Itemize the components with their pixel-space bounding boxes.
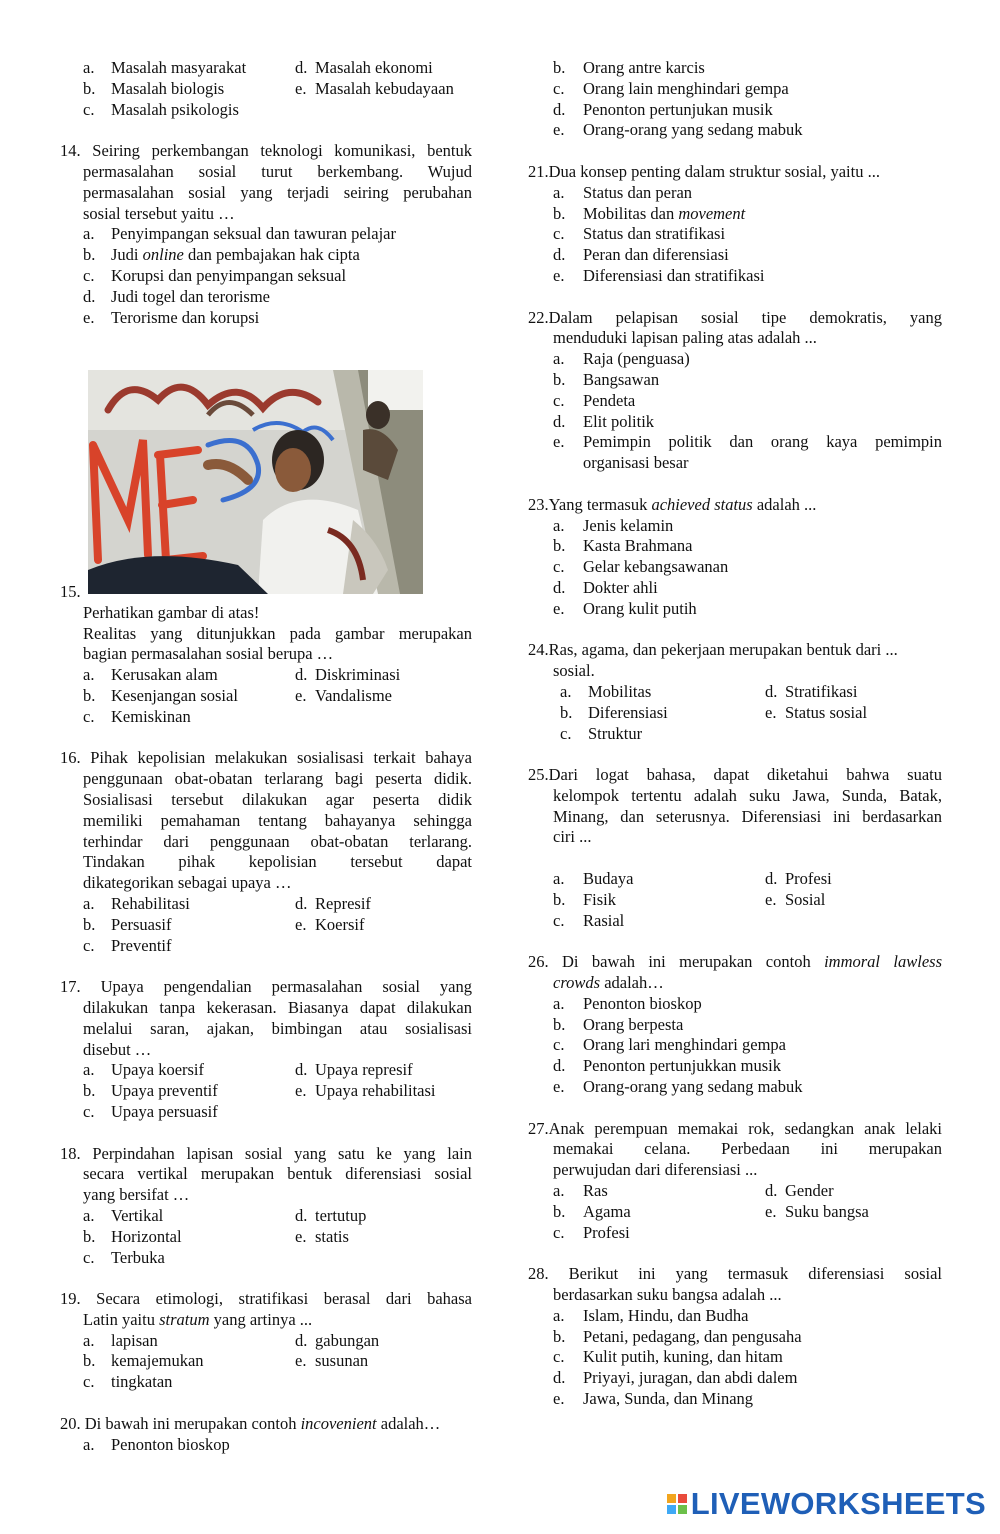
q16-text-line: dikategorikan sebagai upaya … [83, 873, 292, 893]
q26-option-b[interactable]: Orang berpesta [583, 1014, 684, 1034]
q19-option-e[interactable]: susunan [315, 1351, 369, 1371]
q23-text-line: 23.Yang termasuk achieved status adalah ... [528, 494, 817, 514]
q22-option-a[interactable]: Raja (penguasa) [583, 349, 690, 369]
q18-text-line: yang bersifat … [83, 1185, 190, 1205]
q28-text-line: 28. Berikut ini yang termasuk diferensiasi sosial [528, 1264, 942, 1284]
q13-option-a[interactable]: Masalah masyarakat [111, 58, 247, 77]
question-21: 21.Dua konsep penting dalam struktur sosial, yaitu ... a. Status dan peran b. Mobilitas dan movement c. Status dan stratifikasi d. Peran dan diferensiasi e. Diferensiasi dan stratifikasi [528, 162, 942, 287]
question-20: 20. Di bawah ini merupakan contoh incovenient adalah… a. Penonton bioskop [60, 1414, 472, 1456]
q14-option-b[interactable]: Judi online dan pembajakan hak cipta [111, 245, 360, 265]
q18-option-a[interactable]: Vertikal [111, 1205, 164, 1225]
q19-option-b[interactable]: kemajemukan [111, 1351, 204, 1371]
q22-text-line: menduduki lapisan paling atas adalah ... [553, 328, 817, 348]
q15-text-line: bagian permasalahan sosial berupa … [83, 644, 334, 664]
q26-option-e[interactable]: Orang-orang yang sedang mabuk [583, 1077, 803, 1097]
q25-option-b[interactable]: Fisik [583, 889, 617, 909]
q19-option-c[interactable]: tingkatan [111, 1372, 173, 1392]
q27-text-line: memakai celana. Perbedaan ini merupakan [553, 1139, 942, 1159]
q13-option-d[interactable]: Masalah ekonomi [315, 58, 433, 77]
q23-option-e[interactable]: Orang kulit putih [583, 598, 697, 618]
q26-text-line: 26. Di bawah ini merupakan contoh immoral lawless [528, 952, 942, 972]
graffiti-photo [88, 370, 423, 594]
q25-text-line: Minang, dan seterusnya. Diferensiasi ini berdasarkan [553, 806, 942, 826]
q24-option-a[interactable]: Mobilitas [588, 681, 652, 701]
q22-option-c[interactable]: Pendeta [583, 390, 636, 410]
q16-text-line: Tindakan pihak kepolisian tersebut dapat [83, 852, 472, 872]
q20-option-b[interactable]: Orang antre karcis [583, 58, 705, 77]
q17-option-c[interactable]: Upaya persuasif [111, 1101, 218, 1121]
question-19: 19. Secara etimologi, stratifikasi berasal dari bahasa Latin yaitu stratum yang artinya ... a. lapisan d. gabungan b. kemajemukan e. susunan c. tingkatan [60, 1289, 472, 1392]
q17-option-d[interactable]: Upaya represif [315, 1060, 413, 1080]
q15-text-line: Perhatikan gambar di atas! [83, 602, 260, 622]
q13-option-b[interactable]: Masalah biologis [111, 78, 225, 98]
q28-text-line: berdasarkan suku bangsa adalah ... [553, 1285, 782, 1305]
q21-text-line: 21.Dua konsep penting dalam struktur sosial, yaitu ... [528, 161, 880, 181]
q24-text-line: sosial. [553, 661, 595, 681]
q20-text-line: 20. Di bawah ini merupakan contoh incovenient adalah… [60, 1413, 441, 1433]
q25-option-a[interactable]: Budaya [583, 869, 634, 889]
q16-text-line: penggunaan obat-obatan terlarang bagi peserta didik. [83, 769, 472, 789]
q20-option-d[interactable]: Penonton pertunjukan musik [583, 99, 773, 119]
question-13-options: a. Masalah masyarakat d. Masalah ekonomi b. Masalah biologis e. Masalah kebudayaan c. Masalah psikologis [83, 58, 454, 119]
q17-text-line: dilakukan tanpa kekerasan. Biasanya dapat dilakukan [83, 997, 472, 1017]
q20-option-e[interactable]: Orang-orang yang sedang mabuk [583, 120, 803, 140]
q18-text-line: 18. Perpindahan lapisan sosial yang satu ke yang lain [60, 1143, 472, 1163]
question-14: 14. Seiring perkembangan teknologi komunikasi, bentuk permasalahan sosial turut berkembang. Wujud permasalahan sosial yang terjadi seiring perubahan sosial tersebut yaitu … a. Penyimpangan seksual dan tawuran pelajar b. Judi online dan pembajakan hak cipta c. Korupsi dan penyimpangan seksual d. Judi togel dan terorisme e. Terorisme dan korupsi [60, 141, 472, 327]
q13-option-e[interactable]: Masalah kebudayaan [315, 78, 454, 98]
question-18: 18. Perpindahan lapisan sosial yang satu ke yang lain secara vertikal merupakan bentuk diferensiasi sosial yang bersifat … a. Vertikal d. tertutup b. Horizontal e. statis c. Terbuka [60, 1143, 472, 1267]
q27-text-line: 27.Anak perempuan memakai rok, sedangkan anak lelaki [528, 1118, 942, 1138]
q23-option-b[interactable]: Kasta Brahmana [583, 536, 693, 556]
q27-option-e[interactable]: Suku bangsa [785, 1201, 869, 1221]
q21-option-e[interactable]: Diferensiasi dan stratifikasi [583, 265, 765, 285]
q14-option-a[interactable]: Penyimpangan seksual dan tawuran pelajar [111, 224, 396, 244]
q13-option-c[interactable]: Masalah psikologis [111, 99, 239, 119]
q26-option-d[interactable]: Penonton pertunjukkan musik [583, 1056, 781, 1076]
q18-text-line: secara vertikal merupakan bentuk diferensiasi sosial [83, 1164, 472, 1184]
q25-option-e[interactable]: Sosial [785, 889, 826, 909]
question-27: 27.Anak perempuan memakai rok, sedangkan anak lelaki memakai celana. Perbedaan ini merupakan perwujudan dari diferensiasi ... a. Ras d. Gender b. Agama e. Suku bangsa c. Profesi [528, 1118, 942, 1242]
q24-text-line: 24.Ras, agama, dan pekerjaan merupakan bentuk dari ... [528, 640, 898, 660]
q22-option-d[interactable]: Elit politik [583, 411, 655, 431]
q21-option-a[interactable]: Status dan peran [583, 182, 693, 202]
q28-option-d[interactable]: Priyayi, juragan, dan abdi dalem [583, 1368, 798, 1388]
q18-option-d[interactable]: tertutup [315, 1205, 367, 1225]
q14-text-line: sosial tersebut yaitu … [83, 203, 235, 223]
q16-text-line: Sosialisasi tersebut dilakukan agar peserta didik [83, 789, 472, 809]
question-22: 22.Dalam pelapisan sosial tipe demokratis, yang menduduki lapisan paling atas adalah ... a. Raja (penguasa) b. Bangsawan c. Pendeta d. Elit politik e. Pemimpin politik dan orang kaya pemimpin organisasi besar [528, 307, 942, 473]
q22-option-e[interactable]: Pemimpin politik dan orang kaya pemimpin organisasi besar [583, 432, 942, 473]
q25-option-c[interactable]: Rasial [583, 910, 625, 930]
q17-text-line: melalui saran, ajakan, bimbingan atau sosialisasi [83, 1018, 472, 1038]
q16-text-line: terhindar dari penggunaan obat-obatan terlarang. [83, 831, 472, 851]
q14-option-c[interactable]: Korupsi dan penyimpangan seksual [111, 265, 347, 285]
q16-option-e[interactable]: Koersif [315, 914, 365, 934]
question-15: 15. Perhatikan gambar di atas! Realitas yang ditunjukkan pada gambar merupakan bagian permasalahan sosial berupa … a. Kerusakan alam d. Diskriminasi b. Kesenjangan sosial e. Vandalisme c. Kemiskinan 16. Pihak kepolisian melakukan sosialisasi terkait bahaya penggunaan obat-obatan terlarang bagi peserta didik. Sosialisasi tersebut dilakukan agar peserta didik memiliki pemahaman tentang bahayanya sehingga terhindar dari penggunaan obat-obatan terlarang. Tindakan pihak kepolisian tersebut dapat dikategorikan sebagai upaya … a. Rehabilitasi d. Represif b. Persuasif e. Koersif c. Preventif 17. Upaya pengendalian permasalahan sosial yang dilakukan tanpa kekerasan. Biasanya dapat dilakukan melalui saran, ajakan, bimbingan atau sosialisasi disebut … a. Upaya koersif d. Upaya represif b. Upaya preventif e. Upaya rehabilitasi c. Upaya persuasif 18. Perpindahan lapisan sosial yang satu ke yang lain secara vertikal merupakan bentuk diferensiasi sosial yang bersifat … a. Vertikal d. tertutup b. Horizontal e. statis c. Terbuka 19. Secara etimologi, stratifikasi berasal dari bahasa Latin yaitu stratum yang artinya ... a. lapisan d. gabungan b. kemajemukan e. susunan c. tingkatan 20. Di bawah ini merupakan contoh incovenient adalah… a. Penonton bioskop [60, 582, 472, 1454]
q23-option-c[interactable]: Gelar kebangsawanan [583, 557, 729, 577]
question-23: 23.Yang termasuk achieved status adalah ... a. Jenis kelamin b. Kasta Brahmana c. Gelar kebangsawanan d. Dokter ahli e. Orang kulit putih [528, 495, 942, 620]
left-column [60, 58, 472, 328]
question-26: 26. Di bawah ini merupakan contoh immoral lawless crowds adalah… a. Penonton bioskop b. Orang berpesta c. Orang lari menghindari gempa d. Penonton pertunjukkan musik e. Orang-orang yang sedang mabuk [528, 952, 942, 1097]
q14-option-d[interactable]: Judi togel dan terorisme [111, 286, 271, 306]
q25-text-line: kelompok tertentu adalah suku Jawa, Sunda, Batak, [553, 785, 942, 805]
q14-text-line: 14. Seiring perkembangan teknologi komunikasi, bentuk [60, 141, 472, 161]
q24-option-b[interactable]: Diferensiasi [588, 702, 668, 722]
q16-option-a[interactable]: Rehabilitasi [111, 893, 190, 913]
q14-text-line: permasalahan sosial turut berkembang. Wujud [83, 161, 472, 181]
q20-option-c[interactable]: Orang lain menghindari gempa [583, 78, 789, 98]
question-25: 25.Dari logat bahasa, dapat diketahui bahwa suatu kelompok tertentu adalah suku Jawa, Sunda, Batak, Minang, dan seterusnya. Diferensiasi ini berdasarkan ciri ... a. Budaya d. Profesi b. Fisik e. Sosial c. Rasial [528, 765, 942, 930]
liveworksheets-logo-text: LIVEWORKSHEETS [690, 1486, 986, 1521]
q16-option-b[interactable]: Persuasif [111, 914, 172, 934]
q24-option-d[interactable]: Stratifikasi [785, 681, 858, 701]
q15-text-line: Realitas yang ditunjukkan pada gambar merupakan [83, 623, 472, 643]
q17-text-line: 17. Upaya pengendalian permasalahan sosial yang [60, 977, 472, 997]
q16-option-d[interactable]: Represif [315, 893, 371, 913]
q22-option-b[interactable]: Bangsawan [583, 369, 660, 389]
q25-text-line: ciri ... [553, 827, 592, 847]
q15-option-b[interactable]: Kesenjangan sosial [111, 685, 238, 705]
question-24: 24.Ras, agama, dan pekerjaan merupakan bentuk dari ... sosial. a. Mobilitas d. Stratifikasi b. Diferensiasi e. Status sosial c. Struktur [528, 640, 942, 744]
q15-option-c[interactable]: Kemiskinan [111, 706, 191, 726]
q27-option-c[interactable]: Profesi [583, 1222, 630, 1242]
q27-text-line: perwujudan dari diferensiasi ... [553, 1160, 758, 1180]
liveworksheets-logo [667, 1486, 986, 1522]
q17-option-e[interactable]: Upaya rehabilitasi [315, 1081, 436, 1101]
q16-text-line: 16. Pihak kepolisian melakukan sosialisasi terkait bahaya [60, 748, 472, 768]
q23-option-a[interactable]: Jenis kelamin [583, 515, 674, 535]
liveworksheets-logo-icon [667, 1494, 687, 1514]
q28-option-e[interactable]: Jawa, Sunda, dan Minang [583, 1389, 754, 1408]
q19-text-line: Latin yaitu stratum yang artinya ... [83, 1309, 313, 1329]
q15-option-a[interactable]: Kerusakan alam [111, 665, 218, 685]
q17-text-line: disebut … [83, 1039, 152, 1059]
q28-option-a[interactable]: Islam, Hindu, dan Budha [583, 1305, 749, 1325]
right-column [528, 58, 942, 1410]
q26-option-c[interactable]: Orang lari menghindari gempa [583, 1035, 786, 1055]
q27-option-d[interactable]: Gender [785, 1181, 834, 1201]
q21-option-d[interactable]: Peran dan diferensiasi [583, 245, 729, 265]
q24-option-c[interactable]: Struktur [588, 723, 643, 743]
q26-text-line: crowds adalah… [553, 973, 664, 993]
q16-option-c[interactable]: Preventif [111, 935, 172, 955]
q27-option-a[interactable]: Ras [583, 1181, 608, 1201]
q18-option-b[interactable]: Horizontal [111, 1226, 182, 1246]
q26-option-a[interactable]: Penonton bioskop [583, 993, 702, 1013]
q22-text-line: 22.Dalam pelapisan sosial tipe demokratis, yang [528, 307, 942, 327]
q19-text-line: 19. Secara etimologi, stratifikasi berasal dari bahasa [60, 1289, 472, 1309]
q15-option-d[interactable]: Diskriminasi [315, 665, 401, 685]
q20-option-a[interactable]: Penonton bioskop [111, 1434, 230, 1454]
q28-option-b[interactable]: Petani, pedagang, dan pengusaha [583, 1326, 802, 1346]
q15-option-e[interactable]: Vandalisme [315, 685, 392, 705]
q24-option-e[interactable]: Status sosial [785, 702, 868, 722]
q25-option-d[interactable]: Profesi [785, 869, 832, 889]
q17-option-b[interactable]: Upaya preventif [111, 1081, 218, 1101]
question-20-options-continued: b. Orang antre karcis c. Orang lain menghindari gempa d. Penonton pertunjukan musik e. Orang-orang yang sedang mabuk [553, 58, 803, 140]
q21-option-b[interactable]: Mobilitas dan movement [583, 203, 746, 223]
question-28: 28. Berikut ini yang termasuk diferensiasi sosial berdasarkan suku bangsa adalah ... a. Islam, Hindu, dan Budha b. Petani, pedagang, dan pengusaha c. Kulit putih, kuning, dan hitam d. Priyayi, juragan, dan abdi dalem e. Jawa, Sunda, dan Minang [528, 1264, 942, 1408]
q19-option-a[interactable]: lapisan [111, 1330, 158, 1350]
q14-option-e[interactable]: Terorisme dan korupsi [111, 307, 260, 327]
q27-option-b[interactable]: Agama [583, 1201, 631, 1221]
q14-text-line: permasalahan sosial yang terjadi seiring perubahan [83, 182, 472, 202]
q25-text-line: 25.Dari logat bahasa, dapat diketahui bahwa suatu [528, 765, 942, 785]
q16-text-line: memiliki pemahaman tentang bahayanya sehingga [83, 810, 472, 830]
question-17: 17. Upaya pengendalian permasalahan sosial yang dilakukan tanpa kekerasan. Biasanya dapat dilakukan melalui saran, ajakan, bimbingan atau sosialisasi disebut … a. Upaya koersif d. Upaya represif b. Upaya preventif e. Upaya rehabilitasi c. Upaya persuasif [60, 977, 472, 1121]
question-16: 16. Pihak kepolisian melakukan sosialisasi terkait bahaya penggunaan obat-obatan terlarang bagi peserta didik. Sosialisasi tersebut dilakukan agar peserta didik memiliki pemahaman tentang bahayanya sehingga terhindar dari penggunaan obat-obatan terlarang. Tindakan pihak kepolisian tersebut dapat dikategorikan sebagai upaya … a. Rehabilitasi d. Represif b. Persuasif e. Koersif c. Preventif [60, 748, 472, 955]
q28-option-c[interactable]: Kulit putih, kuning, dan hitam [583, 1347, 783, 1367]
q15-number: 15. [60, 582, 81, 601]
q18-option-e[interactable]: statis [315, 1226, 349, 1246]
q21-option-c[interactable]: Status dan stratifikasi [583, 224, 726, 244]
q19-option-d[interactable]: gabungan [315, 1330, 380, 1350]
q18-option-c[interactable]: Terbuka [111, 1247, 165, 1267]
q23-option-d[interactable]: Dokter ahli [583, 577, 658, 597]
q17-option-a[interactable]: Upaya koersif [111, 1060, 205, 1080]
